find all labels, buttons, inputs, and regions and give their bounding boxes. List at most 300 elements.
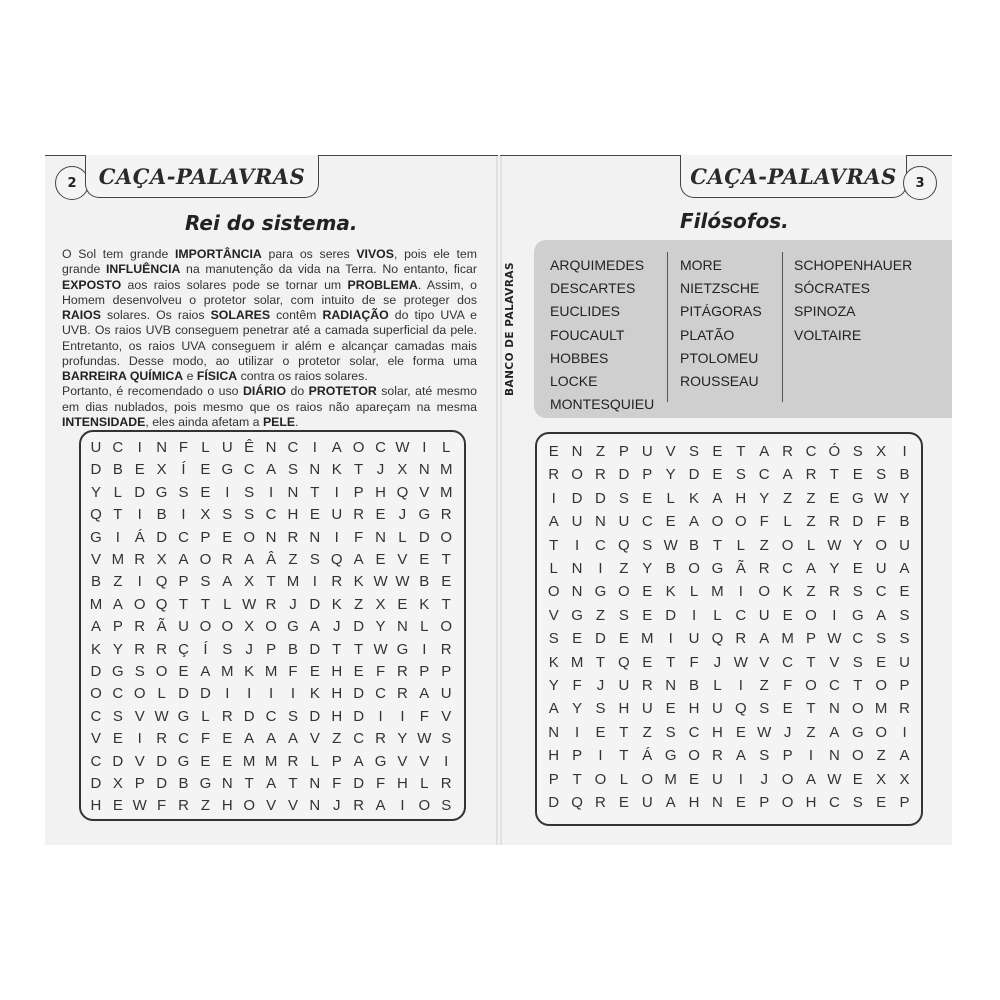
grid-letter[interactable]: Y bbox=[90, 483, 101, 501]
grid-letter[interactable]: E bbox=[200, 461, 211, 479]
grid-letter[interactable]: S bbox=[548, 630, 559, 648]
grid-letter[interactable]: L bbox=[398, 528, 407, 546]
grid-letter[interactable]: N bbox=[571, 583, 583, 601]
grid-letter[interactable]: O bbox=[199, 551, 212, 568]
grid-letter[interactable]: P bbox=[572, 747, 583, 765]
grid-letter[interactable]: Z bbox=[642, 723, 652, 741]
grid-letter[interactable]: V bbox=[90, 730, 101, 748]
grid-letter[interactable]: E bbox=[595, 723, 606, 741]
grid-letter[interactable]: Z bbox=[759, 677, 769, 694]
grid-letter[interactable]: K bbox=[419, 595, 430, 613]
grid-letter[interactable]: O bbox=[243, 797, 256, 815]
grid-letter[interactable]: Ç bbox=[178, 640, 189, 658]
grid-letter[interactable]: D bbox=[90, 461, 102, 479]
grid-letter[interactable]: S bbox=[689, 443, 700, 460]
grid-letter[interactable]: J bbox=[289, 595, 297, 613]
grid-letter[interactable]: T bbox=[619, 747, 629, 765]
grid-letter[interactable]: E bbox=[178, 663, 189, 680]
grid-letter[interactable]: O bbox=[571, 466, 583, 484]
grid-letter[interactable]: T bbox=[200, 595, 210, 613]
grid-letter[interactable]: D bbox=[90, 775, 102, 792]
grid-letter[interactable]: O bbox=[199, 618, 212, 636]
grid-letter[interactable]: C bbox=[178, 528, 189, 546]
grid-letter[interactable]: R bbox=[396, 685, 408, 703]
grid-letter[interactable]: I bbox=[400, 797, 405, 815]
grid-letter[interactable]: R bbox=[735, 630, 747, 648]
grid-letter[interactable]: Ó bbox=[828, 443, 841, 460]
grid-letter[interactable]: T bbox=[619, 723, 629, 741]
grid-letter[interactable]: F bbox=[354, 528, 364, 546]
grid-letter[interactable]: R bbox=[353, 797, 365, 815]
grid-letter[interactable]: Z bbox=[595, 606, 606, 624]
grid-letter[interactable]: A bbox=[244, 730, 255, 748]
grid-letter[interactable]: Z bbox=[876, 747, 886, 765]
grid-letter[interactable]: L bbox=[736, 536, 745, 554]
grid-letter[interactable]: F bbox=[419, 707, 429, 725]
grid-letter[interactable]: E bbox=[735, 723, 746, 741]
grid-letter[interactable]: O bbox=[155, 663, 168, 680]
grid-letter[interactable]: L bbox=[310, 752, 320, 770]
grid-letter[interactable]: D bbox=[548, 794, 560, 811]
grid-letter[interactable]: A bbox=[759, 443, 770, 460]
grid-letter[interactable]: T bbox=[853, 677, 863, 694]
grid-letter[interactable]: W bbox=[373, 573, 388, 591]
grid-letter[interactable]: L bbox=[549, 560, 558, 577]
grid-letter[interactable]: J bbox=[713, 653, 722, 671]
grid-letter[interactable]: K bbox=[548, 653, 559, 671]
grid-letter[interactable]: M bbox=[641, 630, 654, 648]
grid-letter[interactable]: C bbox=[595, 536, 606, 554]
grid-letter[interactable]: H bbox=[331, 685, 343, 703]
grid-letter[interactable]: C bbox=[735, 606, 747, 624]
grid-letter[interactable]: G bbox=[177, 752, 190, 770]
grid-letter[interactable]: G bbox=[177, 707, 190, 725]
grid-letter[interactable]: S bbox=[618, 489, 629, 507]
grid-letter[interactable]: L bbox=[713, 677, 722, 694]
grid-letter[interactable]: M bbox=[781, 630, 794, 648]
grid-letter[interactable]: F bbox=[689, 653, 699, 671]
grid-letter[interactable]: M bbox=[111, 551, 125, 568]
grid-letter[interactable]: A bbox=[899, 560, 910, 577]
grid-letter[interactable]: Q bbox=[330, 551, 343, 568]
grid-letter[interactable]: F bbox=[178, 439, 189, 456]
grid-letter[interactable]: I bbox=[400, 707, 405, 725]
grid-letter[interactable]: D bbox=[156, 752, 168, 770]
grid-letter[interactable]: I bbox=[137, 573, 142, 591]
grid-letter[interactable]: D bbox=[243, 707, 255, 725]
grid-letter[interactable]: S bbox=[642, 536, 653, 554]
grid-letter[interactable]: L bbox=[806, 536, 816, 554]
grid-letter[interactable]: C bbox=[688, 723, 700, 741]
grid-letter[interactable]: I bbox=[115, 528, 120, 546]
grid-letter[interactable]: N bbox=[221, 775, 233, 792]
grid-letter[interactable]: A bbox=[266, 461, 277, 479]
grid-letter[interactable]: P bbox=[548, 770, 559, 788]
grid-letter[interactable]: N bbox=[309, 461, 321, 479]
grid-letter[interactable]: S bbox=[618, 606, 629, 624]
grid-letter[interactable]: E bbox=[665, 513, 676, 531]
grid-letter[interactable]: X bbox=[244, 618, 255, 636]
grid-letter[interactable]: S bbox=[876, 630, 887, 648]
grid-letter[interactable]: S bbox=[441, 730, 452, 748]
grid-letter[interactable]: A bbox=[712, 489, 723, 507]
grid-letter[interactable]: W bbox=[132, 797, 147, 815]
grid-letter[interactable]: V bbox=[266, 797, 277, 815]
grid-letter[interactable]: R bbox=[287, 752, 299, 770]
grid-letter[interactable]: I bbox=[378, 707, 383, 725]
grid-letter[interactable]: U bbox=[641, 794, 653, 811]
grid-letter[interactable]: E bbox=[876, 653, 887, 671]
grid-letter[interactable]: D bbox=[688, 466, 700, 484]
grid-letter[interactable]: R bbox=[134, 640, 146, 658]
grid-letter[interactable]: E bbox=[712, 443, 723, 460]
grid-letter[interactable]: O bbox=[758, 583, 771, 601]
grid-letter[interactable]: B bbox=[90, 573, 101, 591]
grid-letter[interactable]: E bbox=[782, 606, 793, 624]
grid-letter[interactable]: S bbox=[287, 707, 298, 725]
grid-letter[interactable]: X bbox=[375, 595, 386, 613]
grid-letter[interactable]: Ã bbox=[156, 618, 167, 636]
grid-letter[interactable]: R bbox=[134, 551, 146, 568]
grid-letter[interactable]: T bbox=[266, 573, 276, 591]
grid-letter[interactable]: I bbox=[832, 606, 837, 624]
grid-letter[interactable]: E bbox=[665, 700, 676, 718]
grid-letter[interactable]: N bbox=[375, 528, 386, 546]
grid-letter[interactable]: P bbox=[112, 618, 123, 636]
grid-letter[interactable]: O bbox=[734, 513, 747, 531]
grid-letter[interactable]: E bbox=[441, 573, 452, 591]
grid-letter[interactable]: A bbox=[899, 747, 910, 765]
grid-letter[interactable]: O bbox=[133, 595, 146, 613]
grid-letter[interactable]: F bbox=[157, 797, 167, 815]
grid-letter[interactable]: Q bbox=[90, 506, 102, 524]
grid-letter[interactable]: V bbox=[309, 730, 320, 748]
grid-letter[interactable]: B bbox=[689, 677, 700, 694]
grid-letter[interactable]: P bbox=[899, 794, 910, 811]
grid-letter[interactable]: A bbox=[548, 700, 559, 718]
grid-letter[interactable]: K bbox=[331, 461, 342, 479]
grid-letter[interactable]: M bbox=[89, 595, 103, 613]
grid-letter[interactable]: G bbox=[571, 606, 583, 624]
grid-letter[interactable]: T bbox=[829, 466, 839, 484]
grid-letter[interactable]: F bbox=[375, 663, 386, 680]
grid-letter[interactable]: Í bbox=[181, 461, 186, 479]
grid-letter[interactable]: S bbox=[112, 707, 123, 725]
grid-letter[interactable]: O bbox=[781, 536, 794, 554]
grid-letter[interactable]: E bbox=[712, 466, 723, 484]
grid-letter[interactable]: D bbox=[852, 513, 864, 531]
grid-letter[interactable]: F bbox=[783, 677, 793, 694]
grid-letter[interactable]: E bbox=[222, 752, 233, 770]
grid-letter[interactable]: P bbox=[618, 443, 629, 460]
grid-letter[interactable]: E bbox=[735, 794, 746, 811]
grid-letter[interactable]: A bbox=[759, 630, 770, 648]
grid-letter[interactable]: D bbox=[156, 528, 168, 546]
grid-letter[interactable]: S bbox=[899, 630, 910, 648]
grid-letter[interactable]: A bbox=[112, 595, 123, 613]
grid-letter[interactable]: P bbox=[642, 466, 653, 484]
grid-letter[interactable]: X bbox=[876, 770, 887, 788]
grid-letter[interactable]: F bbox=[200, 730, 210, 748]
grid-letter[interactable]: Z bbox=[806, 723, 816, 741]
grid-letter[interactable]: F bbox=[375, 775, 386, 792]
grid-letter[interactable]: M bbox=[264, 752, 278, 770]
grid-letter[interactable]: Z bbox=[332, 730, 342, 748]
grid-letter[interactable]: P bbox=[759, 794, 770, 811]
grid-letter[interactable]: W bbox=[395, 573, 410, 591]
grid-letter[interactable]: G bbox=[90, 528, 102, 546]
grid-letter[interactable]: T bbox=[441, 595, 451, 613]
grid-letter[interactable]: O bbox=[688, 560, 700, 577]
grid-letter[interactable]: R bbox=[440, 506, 452, 524]
grid-letter[interactable]: I bbox=[268, 685, 274, 703]
grid-letter[interactable]: S bbox=[287, 461, 298, 479]
grid-letter[interactable]: F bbox=[332, 775, 342, 792]
grid-letter[interactable]: A bbox=[689, 513, 700, 531]
grid-letter[interactable]: V bbox=[134, 752, 145, 770]
grid-letter[interactable]: V bbox=[134, 707, 145, 725]
grid-letter[interactable]: B bbox=[665, 560, 676, 577]
grid-letter[interactable]: R bbox=[828, 513, 840, 531]
grid-letter[interactable]: C bbox=[375, 439, 386, 456]
grid-letter[interactable]: J bbox=[245, 640, 253, 658]
grid-letter[interactable]: O bbox=[418, 797, 431, 815]
grid-letter[interactable]: U bbox=[90, 439, 102, 456]
grid-letter[interactable]: E bbox=[222, 730, 233, 748]
grid-letter[interactable]: N bbox=[571, 443, 583, 460]
grid-letter[interactable]: O bbox=[851, 747, 864, 765]
grid-letter[interactable]: C bbox=[828, 794, 840, 811]
grid-letter[interactable]: O bbox=[851, 700, 864, 718]
grid-letter[interactable]: W bbox=[242, 595, 257, 613]
grid-letter[interactable]: D bbox=[156, 775, 168, 792]
grid-letter[interactable]: D bbox=[309, 640, 321, 658]
grid-letter[interactable]: V bbox=[548, 606, 559, 624]
grid-letter[interactable]: H bbox=[735, 489, 747, 507]
grid-letter[interactable]: D bbox=[353, 707, 365, 725]
grid-letter[interactable]: U bbox=[899, 653, 910, 671]
grid-letter[interactable]: O bbox=[688, 747, 700, 765]
grid-letter[interactable]: C bbox=[265, 707, 277, 725]
grid-letter[interactable]: O bbox=[594, 770, 607, 788]
grid-letter[interactable]: O bbox=[90, 685, 102, 703]
grid-letter[interactable]: U bbox=[712, 770, 723, 788]
grid-letter[interactable]: L bbox=[157, 685, 166, 703]
grid-letter[interactable]: R bbox=[134, 618, 146, 636]
grid-letter[interactable]: N bbox=[309, 528, 321, 546]
grid-letter[interactable]: U bbox=[331, 506, 343, 524]
grid-letter[interactable]: X bbox=[244, 573, 255, 591]
grid-letter[interactable]: Y bbox=[548, 677, 559, 694]
grid-letter[interactable]: M bbox=[439, 461, 453, 479]
grid-letter[interactable]: O bbox=[875, 677, 887, 694]
grid-letter[interactable]: K bbox=[353, 573, 364, 591]
grid-letter[interactable]: L bbox=[223, 595, 232, 613]
grid-letter[interactable]: L bbox=[666, 489, 675, 507]
grid-letter[interactable]: S bbox=[222, 640, 233, 658]
grid-letter[interactable]: U bbox=[618, 513, 630, 531]
grid-letter[interactable]: S bbox=[222, 506, 233, 524]
grid-letter[interactable]: H bbox=[712, 723, 723, 741]
grid-letter[interactable]: I bbox=[312, 439, 317, 456]
grid-letter[interactable]: R bbox=[156, 730, 168, 748]
grid-letter[interactable]: T bbox=[666, 653, 676, 671]
grid-letter[interactable]: S bbox=[876, 466, 887, 484]
grid-letter[interactable]: T bbox=[113, 506, 123, 524]
grid-letter[interactable]: S bbox=[200, 573, 211, 591]
grid-letter[interactable]: U bbox=[712, 700, 723, 718]
grid-letter[interactable]: A bbox=[353, 551, 364, 568]
grid-letter[interactable]: I bbox=[575, 723, 580, 741]
grid-letter[interactable]: S bbox=[759, 747, 770, 765]
grid-letter[interactable]: G bbox=[199, 775, 212, 792]
grid-letter[interactable]: Y bbox=[397, 730, 408, 748]
grid-letter[interactable]: T bbox=[595, 653, 606, 671]
grid-letter[interactable]: V bbox=[419, 752, 430, 770]
grid-letter[interactable]: Z bbox=[783, 489, 793, 507]
grid-letter[interactable]: C bbox=[112, 685, 124, 703]
grid-letter[interactable]: I bbox=[575, 536, 580, 554]
grid-letter[interactable]: E bbox=[548, 443, 559, 460]
grid-letter[interactable]: V bbox=[287, 797, 298, 815]
grid-letter[interactable]: I bbox=[422, 640, 427, 658]
grid-letter[interactable]: W bbox=[417, 730, 432, 748]
grid-letter[interactable]: A bbox=[222, 573, 233, 591]
grid-letter[interactable]: K bbox=[90, 640, 101, 658]
grid-letter[interactable]: O bbox=[265, 618, 277, 636]
grid-letter[interactable]: U bbox=[899, 536, 910, 554]
grid-letter[interactable]: A bbox=[375, 797, 386, 815]
grid-letter[interactable]: N bbox=[309, 775, 321, 792]
grid-letter[interactable]: D bbox=[134, 483, 146, 501]
grid-letter[interactable]: R bbox=[331, 573, 343, 591]
grid-letter[interactable]: K bbox=[331, 595, 342, 613]
grid-letter[interactable]: W bbox=[757, 723, 772, 741]
grid-letter[interactable]: H bbox=[396, 775, 408, 792]
grid-letter[interactable]: Z bbox=[595, 443, 606, 460]
grid-letter[interactable]: E bbox=[397, 595, 408, 613]
grid-letter[interactable]: V bbox=[441, 707, 452, 725]
grid-letter[interactable]: Q bbox=[155, 595, 168, 613]
grid-letter[interactable]: T bbox=[572, 770, 582, 788]
grid-letter[interactable]: G bbox=[112, 663, 124, 680]
grid-letter[interactable]: R bbox=[595, 466, 606, 484]
grid-letter[interactable]: A bbox=[353, 752, 364, 770]
grid-letter[interactable]: A bbox=[200, 663, 211, 680]
grid-letter[interactable]: D bbox=[665, 606, 677, 624]
grid-letter[interactable]: I bbox=[691, 606, 697, 624]
grid-letter[interactable]: B bbox=[899, 466, 910, 484]
grid-letter[interactable]: O bbox=[133, 685, 146, 703]
grid-letter[interactable]: I bbox=[902, 723, 907, 741]
grid-letter[interactable]: W bbox=[827, 770, 842, 788]
grid-letter[interactable]: O bbox=[805, 606, 817, 624]
grid-letter[interactable]: Y bbox=[899, 489, 910, 507]
grid-letter[interactable]: W bbox=[827, 536, 842, 554]
grid-letter[interactable]: E bbox=[618, 630, 629, 648]
grid-letter[interactable]: D bbox=[90, 663, 102, 680]
grid-letter[interactable]: A bbox=[178, 551, 189, 568]
grid-letter[interactable]: Z bbox=[200, 797, 210, 815]
grid-letter[interactable]: E bbox=[642, 583, 653, 601]
grid-letter[interactable]: U bbox=[440, 685, 452, 703]
grid-letter[interactable]: E bbox=[375, 551, 386, 568]
grid-letter[interactable]: U bbox=[618, 677, 630, 694]
grid-letter[interactable]: Z bbox=[113, 573, 123, 591]
grid-letter[interactable]: N bbox=[418, 461, 430, 479]
grid-letter[interactable]: B bbox=[419, 573, 430, 591]
grid-letter[interactable]: A bbox=[665, 794, 676, 811]
grid-letter[interactable]: X bbox=[200, 506, 211, 524]
grid-letter[interactable]: C bbox=[782, 560, 794, 577]
grid-letter[interactable]: I bbox=[334, 528, 339, 546]
grid-letter[interactable]: Z bbox=[806, 513, 816, 531]
grid-letter[interactable]: Y bbox=[572, 700, 583, 718]
grid-letter[interactable]: G bbox=[664, 747, 677, 765]
grid-letter[interactable]: R bbox=[375, 730, 386, 748]
grid-letter[interactable]: G bbox=[221, 461, 234, 479]
grid-letter[interactable]: S bbox=[441, 797, 452, 815]
grid-letter[interactable]: E bbox=[112, 797, 123, 815]
grid-letter[interactable]: G bbox=[851, 489, 864, 507]
grid-letter[interactable]: B bbox=[178, 775, 189, 792]
grid-letter[interactable]: Y bbox=[112, 640, 123, 658]
grid-letter[interactable]: A bbox=[548, 513, 559, 531]
grid-letter[interactable]: D bbox=[353, 618, 365, 636]
grid-letter[interactable]: A bbox=[829, 723, 840, 741]
grid-letter[interactable]: E bbox=[876, 794, 887, 811]
grid-letter[interactable]: W bbox=[827, 630, 842, 648]
grid-letter[interactable]: K bbox=[689, 489, 700, 507]
grid-letter[interactable]: A bbox=[876, 606, 887, 624]
grid-letter[interactable]: G bbox=[594, 583, 607, 601]
grid-letter[interactable]: C bbox=[875, 583, 887, 601]
grid-letter[interactable]: D bbox=[571, 489, 583, 507]
grid-letter[interactable]: H bbox=[287, 506, 299, 524]
grid-letter[interactable]: U bbox=[178, 618, 189, 636]
grid-letter[interactable]: R bbox=[440, 775, 452, 792]
grid-letter[interactable]: N bbox=[712, 794, 723, 811]
grid-letter[interactable]: A bbox=[266, 775, 277, 792]
grid-letter[interactable]: D bbox=[418, 528, 430, 546]
grid-letter[interactable]: T bbox=[288, 775, 298, 792]
grid-letter[interactable]: D bbox=[309, 707, 321, 725]
grid-letter[interactable]: V bbox=[397, 551, 408, 568]
grid-letter[interactable]: N bbox=[828, 700, 840, 718]
grid-letter[interactable]: S bbox=[735, 466, 746, 484]
grid-letter[interactable]: S bbox=[309, 551, 320, 568]
grid-letter[interactable]: K bbox=[244, 663, 255, 680]
grid-letter[interactable]: T bbox=[244, 775, 254, 792]
grid-letter[interactable]: J bbox=[760, 770, 768, 788]
grid-letter[interactable]: M bbox=[242, 752, 256, 770]
grid-letter[interactable]: M bbox=[874, 700, 888, 718]
grid-letter[interactable]: R bbox=[641, 677, 653, 694]
grid-letter[interactable]: T bbox=[549, 536, 559, 554]
grid-letter[interactable]: W bbox=[733, 653, 748, 671]
grid-letter[interactable]: C bbox=[828, 677, 840, 694]
grid-letter[interactable]: S bbox=[134, 663, 145, 680]
grid-letter[interactable]: D bbox=[595, 630, 606, 648]
grid-letter[interactable]: N bbox=[287, 483, 299, 501]
grid-letter[interactable]: O bbox=[243, 528, 256, 546]
grid-letter[interactable]: R bbox=[178, 797, 189, 815]
grid-letter[interactable]: Y bbox=[665, 466, 676, 484]
grid-letter[interactable]: L bbox=[713, 606, 722, 624]
grid-letter[interactable]: I bbox=[738, 583, 743, 601]
grid-letter[interactable]: D bbox=[112, 752, 124, 770]
grid-letter[interactable]: P bbox=[200, 528, 211, 546]
